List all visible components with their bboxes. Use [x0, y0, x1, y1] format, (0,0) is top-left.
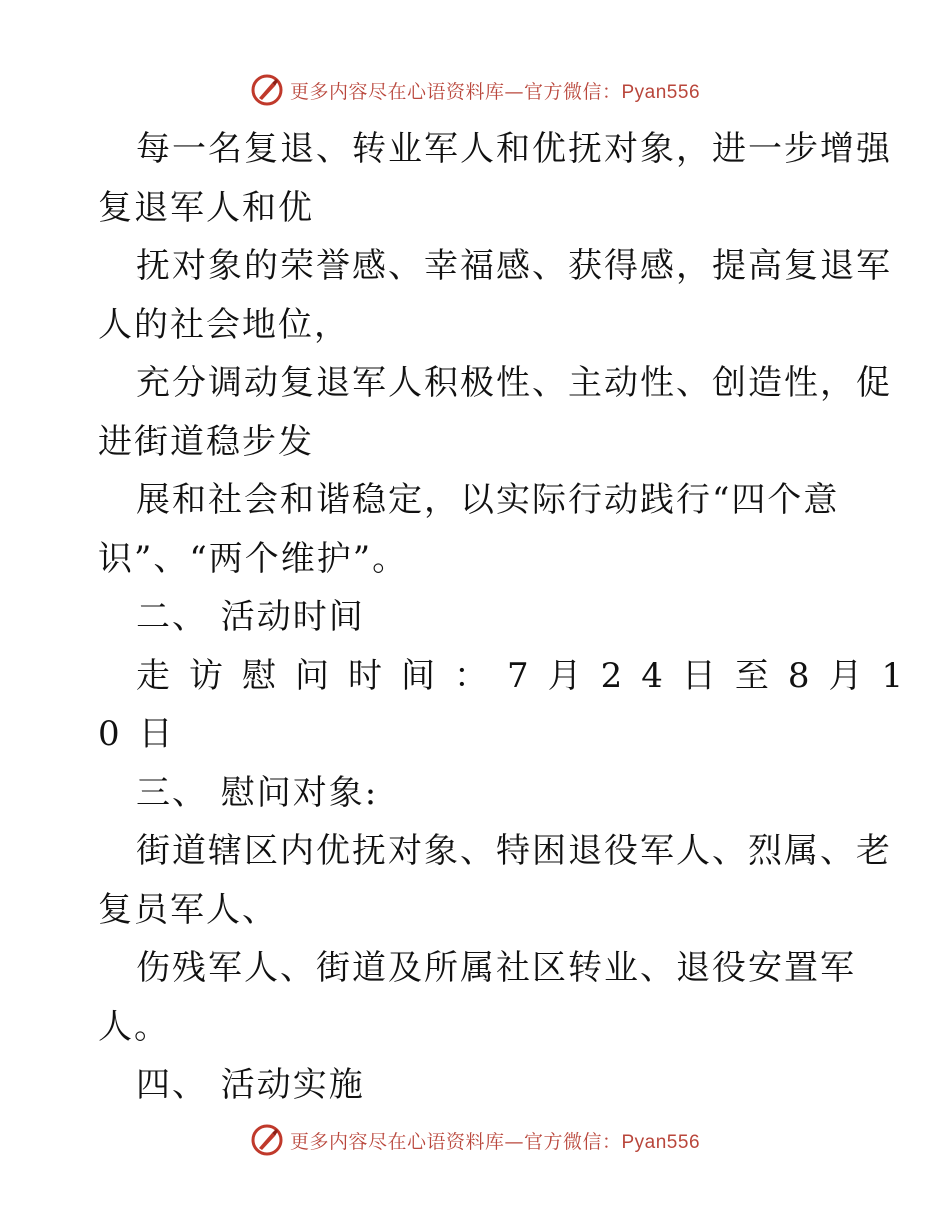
paragraph-line: 每一名复退、转业军人和优抚对象，进一步增强 [136, 129, 892, 169]
paragraph-line: 伤残军人、街道及所属社区转业、退役安置军 [136, 948, 856, 988]
paragraph-line: 识”、“两个维护”。 [98, 538, 409, 579]
pen-logo-icon [250, 1123, 284, 1157]
watermark-text: 更多内容尽在心语资料库—官方微信：Pyan556 [289, 80, 701, 103]
visit-time-line: 走访慰问时间：7月24日至8月1 [136, 655, 923, 696]
paragraph-line: 街道辖区内优抚对象、特困退役军人、烈属、老 [136, 831, 892, 871]
section-heading-3: 三、 慰问对象: [136, 772, 379, 813]
pen-logo-icon [250, 73, 284, 107]
paragraph-line: 复员军人、 [98, 889, 278, 930]
document-body [98, 120, 923, 1115]
paragraph-line: 展和社会和谐稳定，以实际行动践行“四个意 [136, 480, 840, 520]
watermark-text: 更多内容尽在心语资料库—官方微信：Pyan556 [289, 1130, 701, 1153]
paragraph-line: 充分调动复退军人积极性、主动性、创造性，促 [136, 363, 892, 403]
paragraph-line: 复退军人和优 [98, 187, 314, 228]
watermark-handle: Pyan556 [621, 1131, 701, 1153]
paragraph-line: 人。 [98, 1006, 170, 1047]
visit-time-line-cont: 0日 [98, 714, 192, 754]
watermark-handle: Pyan556 [621, 81, 701, 103]
paragraph-line: 抚对象的荣誉感、幸福感、获得感，提高复退军 [136, 246, 892, 286]
paragraph-line: 进街道稳步发 [98, 421, 314, 462]
header-watermark [0, 70, 950, 110]
paragraph-line: 人的社会地位， [98, 304, 350, 345]
section-heading-4: 四、 活动实施 [136, 1065, 365, 1105]
section-heading-2: 二、 活动时间 [136, 597, 365, 637]
footer-watermark [0, 1120, 950, 1160]
